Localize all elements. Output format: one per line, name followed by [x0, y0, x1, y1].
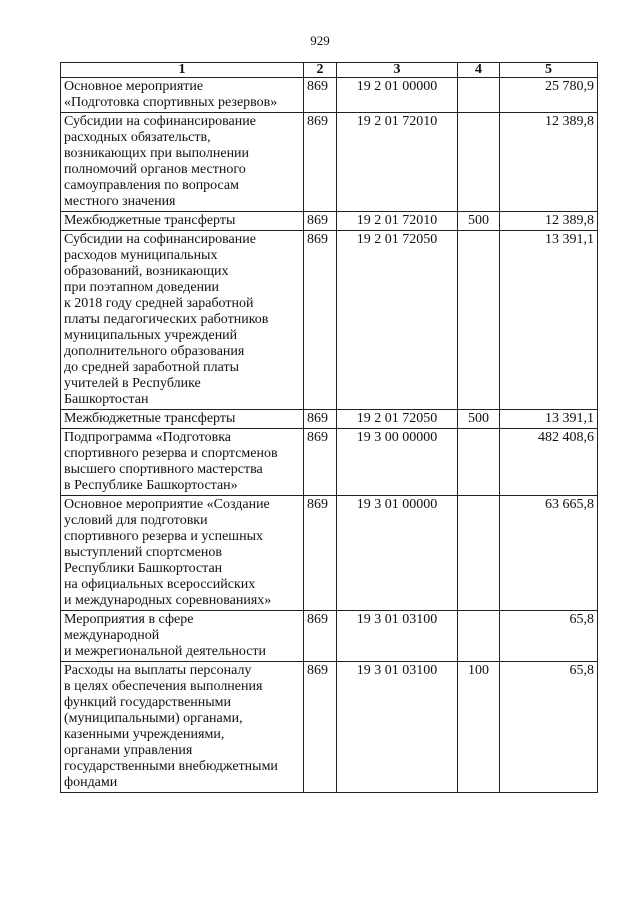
cell-amount: 482 408,6: [500, 429, 598, 496]
cell-amount: 25 780,9: [500, 78, 598, 113]
cell-kind: [458, 429, 500, 496]
cell-code: 19 2 01 72050: [337, 231, 458, 410]
header-col-4: 4: [458, 63, 500, 78]
cell-kind: 500: [458, 410, 500, 429]
cell-kind: [458, 231, 500, 410]
table-row: [61, 662, 598, 793]
cell-kind: 100: [458, 662, 500, 793]
cell-amount: 63 665,8: [500, 496, 598, 611]
table-row: [61, 429, 598, 496]
cell-name: Субсидии на софинансирование расходов муниципальных образований, возникающих при поэтапном доведении к 2018 году средней заработной платы педагогических работников муниципальных учреждений дополнительного образования до средней заработной платы учителей в Республике Башкортостан: [61, 231, 304, 410]
table-row: [61, 611, 598, 662]
cell-kind: [458, 496, 500, 611]
table-row: [61, 78, 598, 113]
cell-code: 19 2 01 00000: [337, 78, 458, 113]
cell-kind: [458, 611, 500, 662]
cell-gr: 869: [304, 662, 337, 793]
header-col-2: 2: [304, 63, 337, 78]
cell-amount: 13 391,1: [500, 231, 598, 410]
cell-gr: 869: [304, 113, 337, 212]
table-row: [61, 231, 598, 410]
header-col-5: 5: [500, 63, 598, 78]
cell-kind: 500: [458, 212, 500, 231]
table-row: [61, 212, 598, 231]
cell-code: 19 3 00 00000: [337, 429, 458, 496]
header-row: [61, 63, 598, 78]
cell-name: Расходы на выплаты персоналу в целях обеспечения выполнения функций государственными (муниципальными) органами, казенными учреждениями, органами управления государственными внебюджетными фондами: [61, 662, 304, 793]
cell-code: 19 3 01 03100: [337, 662, 458, 793]
cell-name: Основное мероприятие «Подготовка спортивных резервов»: [61, 78, 304, 113]
table-row: [61, 496, 598, 611]
cell-amount: 13 391,1: [500, 410, 598, 429]
cell-gr: 869: [304, 78, 337, 113]
cell-kind: [458, 78, 500, 113]
cell-name: Основное мероприятие «Создание условий для подготовки спортивного резерва и успешных выступлений спортсменов Республики Башкортостан на официальных всероссийских и международных соревнованиях»: [61, 496, 304, 611]
cell-kind: [458, 113, 500, 212]
cell-name: Межбюджетные трансферты: [61, 212, 304, 231]
cell-gr: 869: [304, 410, 337, 429]
cell-code: 19 3 01 00000: [337, 496, 458, 611]
cell-gr: 869: [304, 611, 337, 662]
cell-gr: 869: [304, 496, 337, 611]
cell-amount: 12 389,8: [500, 113, 598, 212]
cell-code: 19 3 01 03100: [337, 611, 458, 662]
budget-table: [60, 62, 598, 793]
table-row: [61, 410, 598, 429]
cell-name: Мероприятия в сфере международной и межрегиональной деятельности: [61, 611, 304, 662]
header-col-1: 1: [61, 63, 304, 78]
table-body: [61, 78, 598, 793]
cell-amount: 65,8: [500, 611, 598, 662]
cell-gr: 869: [304, 212, 337, 231]
cell-gr: 869: [304, 429, 337, 496]
page-number: 929: [310, 33, 330, 48]
cell-amount: 65,8: [500, 662, 598, 793]
cell-code: 19 2 01 72050: [337, 410, 458, 429]
cell-name: Межбюджетные трансферты: [61, 410, 304, 429]
cell-gr: 869: [304, 231, 337, 410]
cell-name: Подпрограмма «Подготовка спортивного резерва и спортсменов высшего спортивного мастерства в Республике Башкортостан»: [61, 429, 304, 496]
cell-code: 19 2 01 72010: [337, 212, 458, 231]
cell-code: 19 2 01 72010: [337, 113, 458, 212]
header-col-3: 3: [337, 63, 458, 78]
cell-name: Субсидии на софинансирование расходных обязательств, возникающих при выполнении полномочий органов местного самоуправления по вопросам местного значения: [61, 113, 304, 212]
cell-amount: 12 389,8: [500, 212, 598, 231]
table-row: [61, 113, 598, 212]
